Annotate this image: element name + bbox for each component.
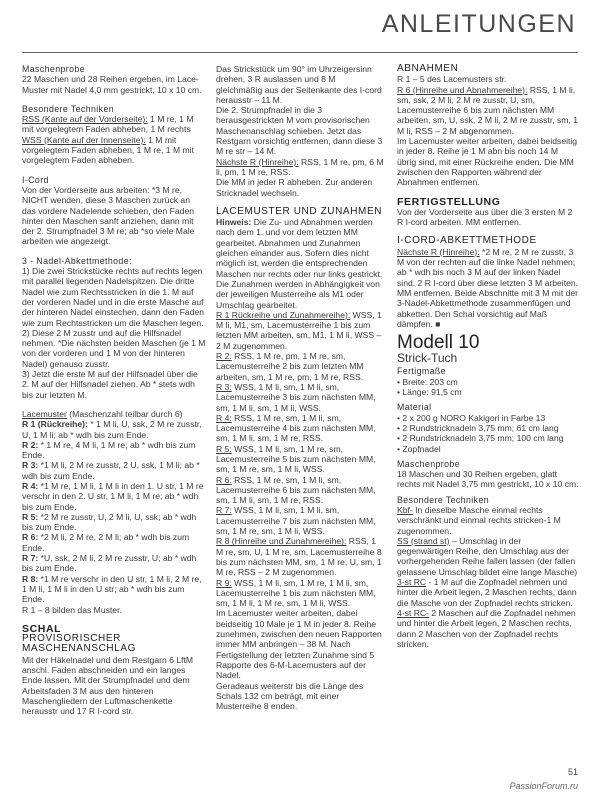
- list-item: • 2 Rundstricknadeln 3,75 mm; 61 cm lang: [397, 422, 559, 433]
- model-subtitle: Strick-Tuch: [397, 351, 458, 366]
- icord-heading: I-Cord: [22, 174, 49, 185]
- nadel-step-1: 1) Die zwei Strickstücke rechts auf rechts legen mit parallel liegenden Nadelspitzen. Die dritte Nadel wie zum Rechtsstricken in die 1. M auf der vorderen Nadel und in die erste Masche auf der hinteren Nadel einstechen, dann den Faden wie zum Rechtsstricken um die Maschen legen.: [22, 266, 205, 328]
- lacemuster-rows: [22, 419, 206, 604]
- pattern-row: R 1 Rückreihe und Zunahmereihe): WSS, 1 M li, M1, sm, Lacemusterreihe 1 bis zum letzten MM arbeiten, sm, M1, 1 M li, WSS – 2 M zugenommen.: [216, 309, 382, 351]
- naechste-reihe: Nächste R (Hinreihe): RSS, 1 M re, pm, 6 M li, pm, 1 M re, RSS.: [216, 156, 384, 177]
- fertig-text: Von der Vorderseite aus über die 3 ersten M 2 R I-cord arbeiten. MM entfernen.: [397, 206, 573, 228]
- material-heading: Material: [397, 402, 432, 413]
- bullet-icon: •: [397, 376, 403, 387]
- rc3-definition: 3-st RC - 1 M auf die Zopfnadel nehmen und hinter die Arbeit legen, 2 Maschen rechts, dann die Masche von der Zopfnadel rechts stricken.: [397, 577, 577, 608]
- pattern-row: R 6: *2 M li, 2 M re, 2 M li; ab * wdh bis zum Ende.: [22, 532, 190, 553]
- pattern-row: R 3: WSS, 1 M li, sm, 1 M li, sm, Lacemusterreihe 3 bis zum nächsten MM, sm, 1 M li, sm, 1 M li, WSS.: [216, 381, 376, 413]
- icord-abkett-heading: I-CORD-ABKETTMETHODE: [397, 235, 537, 247]
- intro-text-2: Die 2. Strumpfnadel in die 3 herausgestrickten M vom provisorischen Maschenanschlag schieben. Jetzt das Restgarn vorsichtig entfernen, dann diese 3 M re str – 14 M.: [216, 105, 383, 157]
- header-divider: [22, 52, 578, 53]
- column-1: [22, 64, 206, 717]
- lacemuster-heading: Lacemuster (Maschenzahl teilbar durch 6): [22, 408, 183, 419]
- kbf-definition: Kbf- In dieselbe Masche einmal rechts verschränkt und einmal rechts stricken-1 M zugenommen.: [397, 504, 561, 536]
- list-item: • 2 Rundstricknadeln 3,75 mm; 100 cm lang: [397, 433, 564, 444]
- schal-subheading: PROVISORISCHER MASCHENANSCHLAG: [22, 633, 137, 655]
- abnahmen-r6: R 6 (Hinreihe und Abnahmereihe): RSS, 1 M li, sm, ssk, 2 M li, 2 M re zusstr, U, sm, Lacemusterreihe 6 bis zum nächsten MM arbeiten, sm, U, ssk, 2 M li, 2 M re zusstr, sm, 1 M li, RSS – 2 M abgenommen.: [397, 84, 578, 136]
- hinweis: Hinweis: Die Zu- und Abnahmen werden nach dem 1. und vor dem letzten MM gearbeitet. Abnahmen und Zunahmen gleichen einander aus. Sofern dies nicht möglich ist, werden die entsprechenden Maschen nur rechts oder nur links gestrickt. Die Zunahmen werden in Abhängigkeit von der jeweiligen Musterreihe als M1 oder Umschlag gearbeitet.: [216, 217, 383, 310]
- page-number: 51: [567, 767, 578, 777]
- fertig-heading: FERTIGSTELLUNG: [397, 195, 501, 208]
- model-title: Modell 10: [397, 332, 480, 354]
- pattern-row: R 2: RSS, 1 M re, pm, 1 M re, sm, Lacemusterreihe 2 bis zum letzten MM arbeiten, sm, 1 M re, pm, 1 M re, RSS.: [216, 351, 364, 382]
- nadel-step-2: 2) Diese 2 M zusstr und auf die Hilfsnadel nehmen. *Die nächsten beiden Maschen (je 1 M von der vorderen und 1 M von der hinteren Nadel) genauso zusstr.: [22, 327, 206, 369]
- abnahmen-text: Im Lacemuster weiter arbeiten, dabei beidseitig in jeder 8. Reihe je 1 M abn bis noch 14 M übrig sind, mit einer Rückreihe enden. Die MM zwischen den Rapporten während der Abnahmen entfernen.: [397, 136, 578, 188]
- intro-text: Das Strickstück um 90° im Uhrzeigersinn drehen, 3 R auslassen und 8 M gleichmäßig aus der Seitenkante des I-cord herausstr – 11 M.: [216, 64, 382, 105]
- abnahmen-heading: ABNAHMEN: [397, 63, 459, 74]
- page-title: ANLEITUNGEN: [381, 10, 576, 38]
- ss-definition: SS (strand st) – Umschlag in der gegenwärtigen Reihe, den Umschlag aus der vorhergehenden Reihe fallen lassen (der fallen gelassene Umschlag bildet eine lange Masche): [397, 535, 578, 577]
- mp-text: 18 Maschen und 30 Reihen ergeben, glatt rechts mit Nadel 3,75 mm gestrickt, 10 x 10 cm.: [397, 469, 579, 490]
- pattern-row: R 6: RSS, 1 M re, sm, 1 M li, sm, Lacemusterreihe 6 bis zum nächsten MM, sm, 1 M li, sm, 1 M re, RSS.: [216, 474, 376, 506]
- bullet-icon: •: [397, 443, 403, 454]
- wss-definition: WSS (Kante auf der Innenseite): 1 M mit vorgelegtem Faden abheben, 1 M re, 1 M mit vorgelegtem Faden abheben.: [22, 134, 194, 166]
- mm-text: Die MM in jeder R abheben. Zur anderen Stricknadel wechseln.: [216, 177, 373, 198]
- rss-definition: RSS (Kante auf der Vorderseite): 1 M re, 1 M mit vorgelegtem Faden abheben, 1 M rechts: [22, 114, 194, 135]
- pattern-row: R 3: *1 M li, 2 M re zusstr, 2 U, ssk, 1 M li; ab * wdh bis zum Ende.: [22, 460, 200, 481]
- pattern-row: R 8: *1 M re verschr in den U str, 1 M li, 2 M re, 1 M li, 1 M li in den U str; ab * wdh bis zum Ende.: [22, 573, 202, 605]
- weiter-text: Im Lacemuster weiter arbeiten, dabei beidseitig 10 Male je 1 M in jeder 8. Reihe zunehmen, zwischen den neuen Rapporten immer MM anbringen – 38 M. Nach Fertigstellung der letzten Zunahme sind 5 Rapporte des 6-M-Lacemusters auf der Nadel.: [216, 608, 382, 681]
- schal-text: Mit der Häkelnadel und dem Restgarn 6 LftM anschl. Faden abschneiden und ein langes Ende lassen. Mit der Strumpfnadel und dem Arbeitsfaden 3 M aus den hinteren Maschengliedern der Luftmaschenkette herausstr und 17 R I-cord str.: [22, 654, 194, 717]
- list-item: • 2 x 200 g NORO Kakigori in Farbe 13: [397, 412, 546, 423]
- techniken-heading: Besondere Techniken: [22, 103, 115, 114]
- watermark: PassionForum.ru: [509, 781, 578, 791]
- nadel-heading: 3 - Nadel-Abkettmethode:: [22, 255, 132, 266]
- column-2: [216, 64, 384, 711]
- pattern-row: R 8 (Hinreihe und Zunahmereihe): RSS, 1 M re, sm, U, 1 M re, sm, Lacemusterreihe 8 bis zum nächsten MM, sm, 1 M re, U, sm, 1 M re, RSS – 2 M zugenommen.: [216, 536, 382, 578]
- pattern-row: R 9: WSS, 1 M li, sm, 1 M re, 1 M li, sm, Lacemusterreihe 1 bis zum nächsten MM, sm, 1 M li, 1 M re, sm, 1 M li, WSS.: [216, 577, 376, 609]
- pattern-row: R 2: * 1 M re, 4 M li, 1 M re; ab * wdh bis zum Ende.: [22, 439, 196, 461]
- bullet-icon: •: [397, 412, 403, 423]
- bullet-icon: •: [397, 433, 403, 444]
- maschenprobe-text: 22 Maschen und 28 Reihen ergeben, im Lace-Muster mit Nadel 4,0 mm gestrickt, 10 x 10 cm.: [22, 74, 202, 95]
- fertigmasse-heading: Fertigmaße: [397, 366, 446, 377]
- bt-heading: Besondere Techniken: [397, 494, 490, 505]
- mp-heading: Maschenprobe: [397, 458, 460, 469]
- rc4-definition: 4-st RC- 2 Maschen auf die Zopfnadel nehmen und hinter die Arbeit legen, 2 Maschen rechts, dann 2 Maschen von der Zopfnadel rechts stricken.: [397, 607, 576, 649]
- material-list: [397, 413, 579, 454]
- fertigmasse-list: [397, 377, 579, 398]
- column-3: [397, 64, 579, 649]
- pattern-row: R 4: RSS, 1 M re, sm, 1 M li, sm, Lacemusterreihe 4 bis zum nächsten MM, sm, 1 M li, sm, 1 M re, RSS.: [216, 412, 376, 444]
- pattern-row: R 1 (Rückreihe): * 1 M li, U, ssk, 2 M re zusstr, U, 1 M li; ab * wdh bis zum Ende.: [22, 419, 202, 440]
- lacemuster-end: R 1 – 8 bilden das Muster.: [22, 604, 122, 615]
- zunahmen-rows: [216, 310, 384, 609]
- pattern-row: R 7: WSS, 1 M li, sm, 1 M li, sm, Lacemusterreihe 7 bis zum nächsten MM, sm, 1 M re, sm, 1 M li, WSS.: [216, 505, 376, 537]
- bullet-icon: •: [397, 422, 403, 433]
- bullet-icon: •: [397, 387, 403, 398]
- icord-abkett-text: Nächste R (Hinreihe): *2 M re, 2 M re zusstr, 3 M von der rechten auf die linke Nadel nehmen; ab * wdh bis noch 3 M auf der linken Nadel sind. 2 R I-cord über diese letzten 3 M arbeiten. MM entfernen. Beide Abschnitte mit 3 M mit der 3-Nadel-Abkettmethode zusammenfügen und abketten. Den Schal vorsichtig auf Maß dämpfen. ■: [397, 246, 579, 329]
- nadel-step-3: 3) Jetzt die erste M auf der Hilfsnadel über die 2. M auf der Hilfsnadel ziehen. Ab * stets wdh bis zur letzten M.: [22, 369, 198, 400]
- schal-heading: SCHAL: [22, 622, 62, 635]
- list-item: • Länge: 91,5 cm: [397, 387, 462, 398]
- icord-text: Von der Vorderseite aus arbeiten: *3 M re, NICHT wenden, diese 3 Maschen zurück an das vordere Nadelende schieben, den Faden hinter den Maschen sanft anziehen, dann mit der 2. Strumpfnadel 3 M re; ab *so viele Male arbeiten wie angezeigt.: [22, 184, 195, 247]
- maschenprobe-heading: Maschenprobe: [22, 64, 85, 74]
- pattern-row: R 5: WSS, 1 M li, sm, 1 M re, sm, Lacemusterreihe 5 bis zum nächsten MM, sm, 1 M re, sm, 1 M li, WSS.: [216, 443, 376, 475]
- geradeaus-text: Geradeaus weiterstr bis die Länge des Schals 132 cm beträgt, mit einer Musterreihe 8 enden.: [216, 680, 364, 712]
- zunahmen-heading: LACEMUSTER UND ZUNAHMEN: [216, 205, 383, 217]
- abnahmen-r: R 1 – 5 des Lacemusters str.: [397, 74, 507, 85]
- list-item: • Breite: 203 cm: [397, 376, 458, 387]
- pattern-row: R 4: *1 M re, 1 M li, 1 M li in den 1. U str, 1 M re verschr in den 2. U str, 1 M li, 1 M re; ab * wdh bis zum Ende.: [22, 480, 204, 512]
- pattern-row: R 5: *2 M re zusstr, U, 2 M li, U, ssk; ab * wdh bis zum Ende.: [22, 511, 197, 533]
- pattern-row: R 7: *U, ssk, 2 M li, 2 M re zusstr, U; ab * wdh bis zum Ende.: [22, 553, 197, 574]
- list-item: • Zopfnadel: [397, 443, 441, 454]
